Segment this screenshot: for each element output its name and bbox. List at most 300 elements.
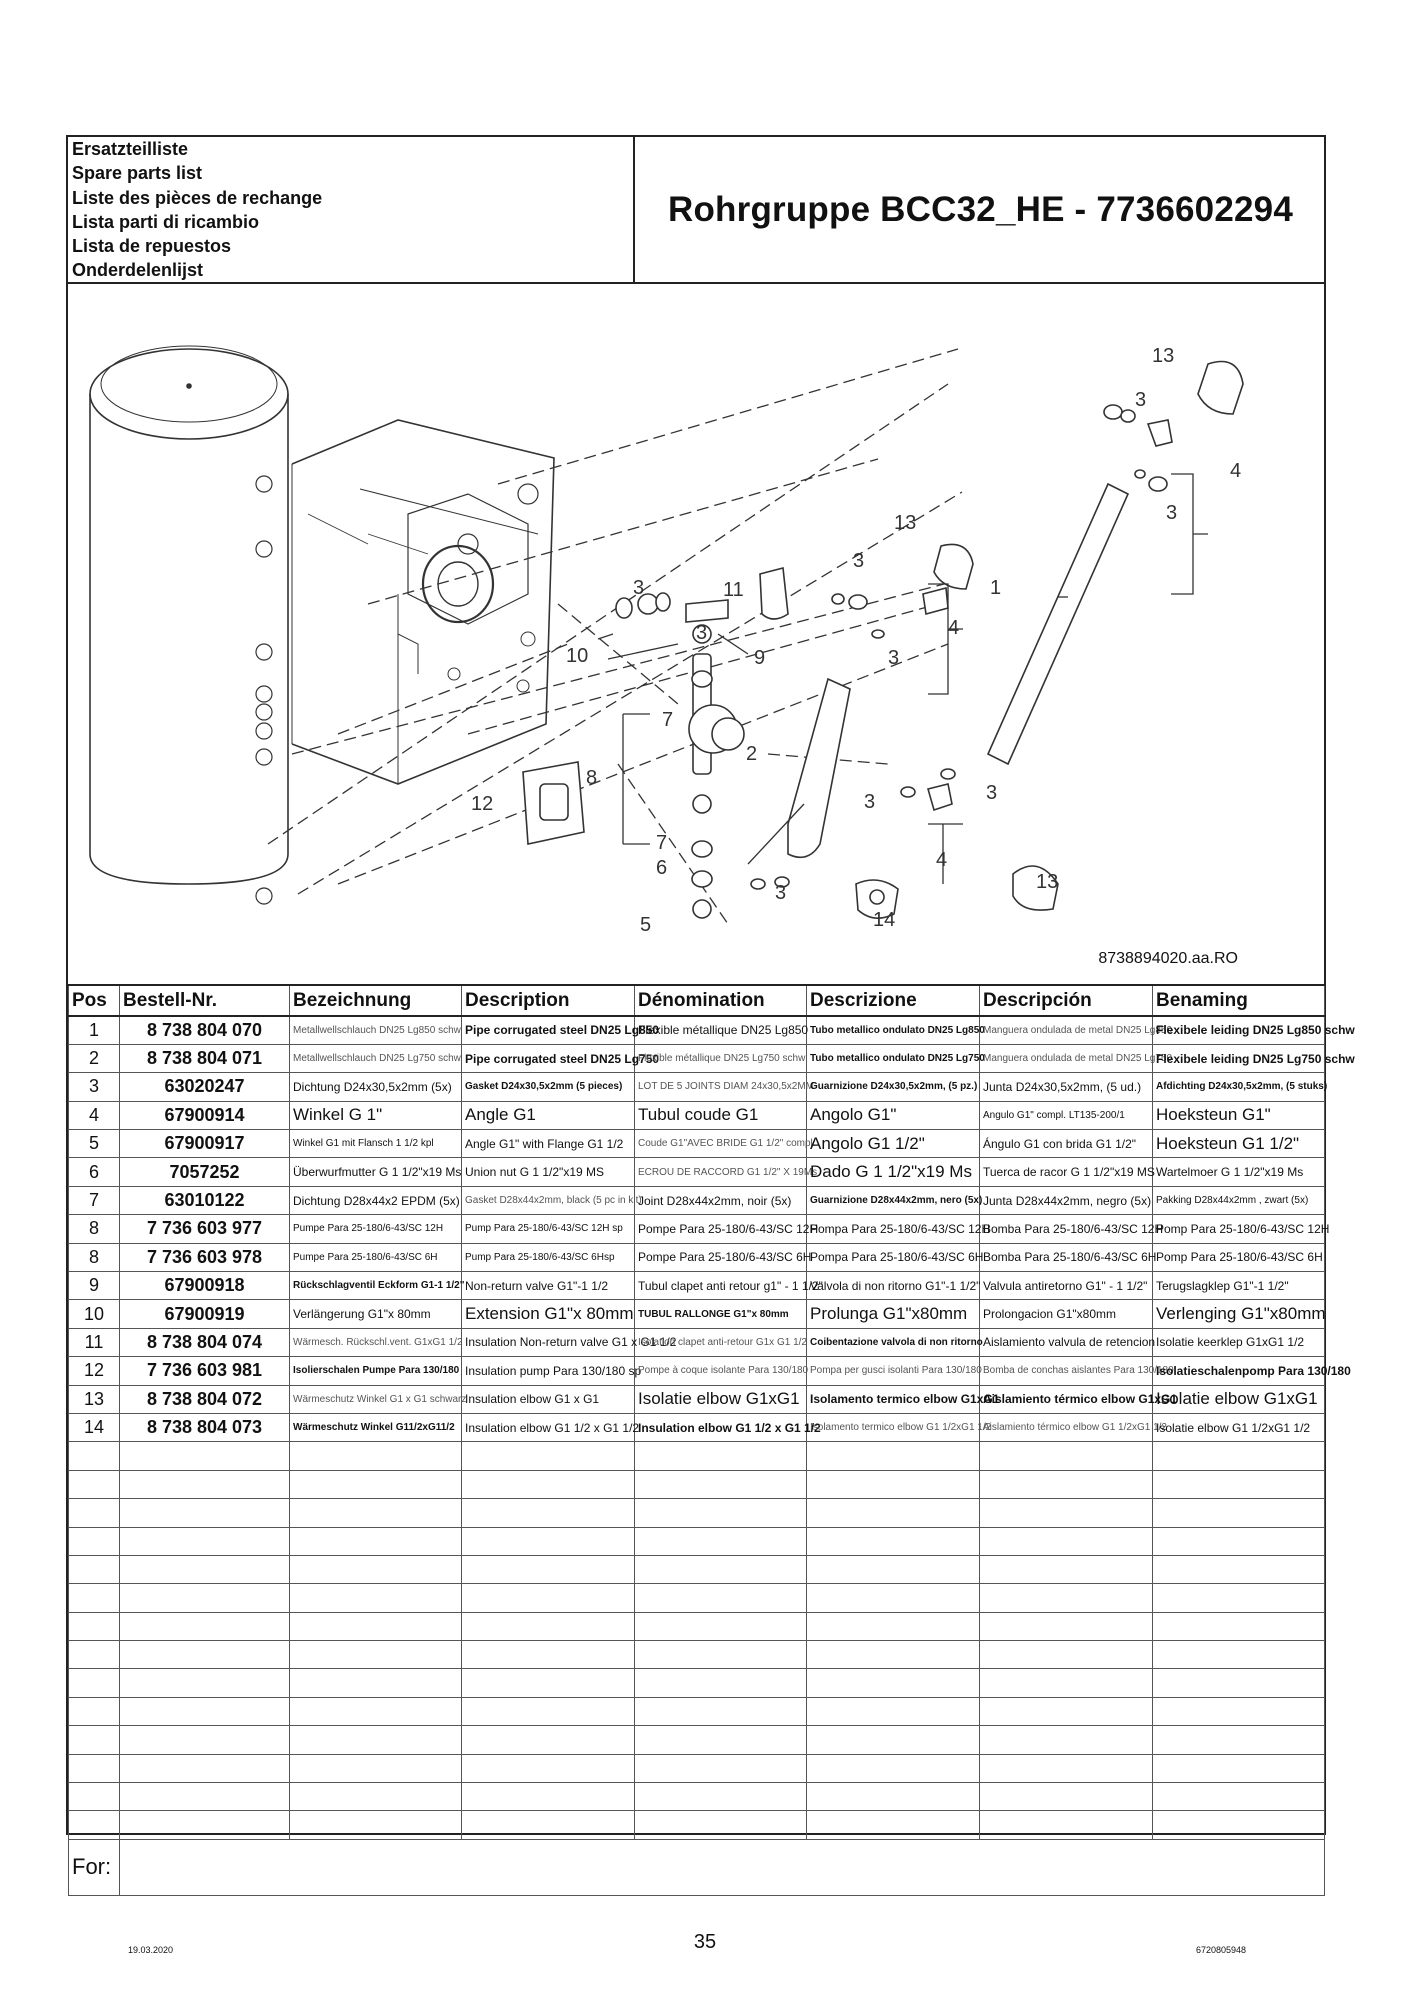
header-es: Descripción bbox=[980, 985, 1153, 1016]
callout-3-g: 3 bbox=[864, 791, 876, 813]
cell-en: Extension G1"x 80mm bbox=[462, 1300, 635, 1328]
cell-it: Prolunga G1"x80mm bbox=[807, 1300, 980, 1328]
callout-7-b: 7 bbox=[656, 832, 668, 854]
cell-nl: Hoeksteun G1" bbox=[1153, 1101, 1325, 1129]
empty-cell bbox=[290, 1555, 462, 1583]
empty-cell bbox=[462, 1527, 635, 1555]
empty-cell bbox=[120, 1726, 290, 1754]
cell-es: Angulo G1" compl. LT135-200/1 bbox=[980, 1101, 1153, 1129]
empty-cell bbox=[120, 1669, 290, 1697]
cell-it: Tubo metallico ondulato DN25 Lg850 bbox=[807, 1016, 980, 1044]
cell-it: Isolamento termico elbow G1xG1 bbox=[807, 1385, 980, 1413]
cell-nl: Flexibele leiding DN25 Lg850 schw bbox=[1153, 1016, 1325, 1044]
callout-13-mid: 13 bbox=[894, 512, 917, 534]
empty-cell bbox=[69, 1754, 120, 1782]
cell-it: Isolamento termico elbow G1 1/2xG1 1/2 bbox=[807, 1413, 980, 1441]
cell-fr: Flexible métallique DN25 Lg850 bbox=[635, 1016, 807, 1044]
callout-4-a: 4 bbox=[1230, 460, 1242, 482]
cell-en: Angle G1" with Flange G1 1/2 bbox=[462, 1130, 635, 1158]
cell-es: Bomba Para 25-180/6-43/SC 12H bbox=[980, 1215, 1153, 1243]
empty-cell bbox=[1153, 1783, 1325, 1811]
empty-cell bbox=[980, 1669, 1153, 1697]
empty-cell bbox=[290, 1754, 462, 1782]
empty-cell bbox=[1153, 1442, 1325, 1470]
empty-cell bbox=[69, 1669, 120, 1697]
cell-fr: Isolation clapet anti-retour G1x G1 1/2 bbox=[635, 1328, 807, 1356]
cell-de: Isolierschalen Pumpe Para 130/180 bbox=[290, 1357, 462, 1385]
empty-cell bbox=[290, 1584, 462, 1612]
cell-order-no: 7 736 603 981 bbox=[120, 1357, 290, 1385]
empty-cell bbox=[290, 1783, 462, 1811]
empty-cell bbox=[807, 1555, 980, 1583]
cell-de: Winkel G1 mit Flansch 1 1/2 kpl bbox=[290, 1130, 462, 1158]
empty-cell bbox=[635, 1584, 807, 1612]
cell-pos: 3 bbox=[69, 1073, 120, 1101]
empty-row bbox=[69, 1470, 1325, 1498]
cell-order-no: 8 738 804 074 bbox=[120, 1328, 290, 1356]
cell-en: Non-return valve G1"-1 1/2 bbox=[462, 1272, 635, 1300]
language-titles bbox=[68, 137, 635, 282]
cell-nl: Hoeksteun G1 1/2" bbox=[1153, 1130, 1325, 1158]
cell-fr: Flexible métallique DN25 Lg750 schw bbox=[635, 1044, 807, 1072]
empty-cell bbox=[980, 1527, 1153, 1555]
cell-it: Coibentazione valvola di non ritorno bbox=[807, 1328, 980, 1356]
empty-cell bbox=[290, 1726, 462, 1754]
cell-nl: Isolatie keerklep G1xG1 1/2 bbox=[1153, 1328, 1325, 1356]
empty-cell bbox=[1153, 1499, 1325, 1527]
cell-pos: 12 bbox=[69, 1357, 120, 1385]
header-nl: Benaming bbox=[1153, 985, 1325, 1016]
table-row bbox=[69, 1357, 1325, 1385]
empty-cell bbox=[635, 1470, 807, 1498]
title-de: Ersatzteilliste bbox=[72, 139, 189, 159]
cell-order-no: 8 738 804 073 bbox=[120, 1413, 290, 1441]
cell-en: Angle G1 bbox=[462, 1101, 635, 1129]
callout-14: 14 bbox=[873, 909, 896, 931]
cell-it: Pompa Para 25-180/6-43/SC 6H bbox=[807, 1243, 980, 1271]
cell-pos: 8 bbox=[69, 1215, 120, 1243]
empty-cell bbox=[69, 1527, 120, 1555]
cell-nl: Flexibele leiding DN25 Lg750 schw bbox=[1153, 1044, 1325, 1072]
cell-nl: Afdichting D24x30,5x2mm, (5 stuks) bbox=[1153, 1073, 1325, 1101]
empty-cell bbox=[1153, 1754, 1325, 1782]
callout-13-top: 13 bbox=[1152, 345, 1175, 367]
empty-cell bbox=[69, 1811, 120, 1839]
empty-cell bbox=[69, 1555, 120, 1583]
empty-cell bbox=[1153, 1726, 1325, 1754]
callout-10: 10 bbox=[566, 645, 589, 667]
cell-de: Wärmesch. Rückschl.vent. G1xG1 1/2 bbox=[290, 1328, 462, 1356]
empty-cell bbox=[807, 1783, 980, 1811]
empty-cell bbox=[1153, 1811, 1325, 1839]
cell-pos: 8 bbox=[69, 1243, 120, 1271]
table-header-row bbox=[69, 985, 1325, 1016]
empty-cell bbox=[120, 1754, 290, 1782]
empty-cell bbox=[635, 1811, 807, 1839]
table-row bbox=[69, 1413, 1325, 1441]
cell-en: Gasket D24x30,5x2mm (5 pieces) bbox=[462, 1073, 635, 1101]
header-it: Descrizione bbox=[807, 985, 980, 1016]
empty-cell bbox=[635, 1527, 807, 1555]
empty-cell bbox=[980, 1697, 1153, 1725]
empty-row bbox=[69, 1754, 1325, 1782]
table-row bbox=[69, 1215, 1325, 1243]
empty-cell bbox=[120, 1470, 290, 1498]
empty-cell bbox=[807, 1811, 980, 1839]
empty-row bbox=[69, 1527, 1325, 1555]
empty-cell bbox=[120, 1499, 290, 1527]
empty-cell bbox=[120, 1612, 290, 1640]
callout-7-a: 7 bbox=[662, 709, 674, 731]
header-en: Description bbox=[462, 985, 635, 1016]
empty-cell bbox=[462, 1697, 635, 1725]
cell-order-no: 7057252 bbox=[120, 1158, 290, 1186]
callout-12: 12 bbox=[471, 793, 494, 815]
callout-3-a: 3 bbox=[1135, 389, 1147, 411]
cell-nl: Pomp Para 25-180/6-43/SC 6H bbox=[1153, 1243, 1325, 1271]
cell-es: Manguera ondulada de metal DN25 Lg850 bbox=[980, 1016, 1153, 1044]
cell-en: Pump Para 25-180/6-43/SC 6Hsp bbox=[462, 1243, 635, 1271]
cell-fr: Isolatie elbow G1xG1 bbox=[635, 1385, 807, 1413]
empty-cell bbox=[635, 1641, 807, 1669]
empty-row bbox=[69, 1555, 1325, 1583]
table-row bbox=[69, 1016, 1325, 1044]
table-row bbox=[69, 1243, 1325, 1271]
empty-cell bbox=[635, 1783, 807, 1811]
cell-order-no: 8 738 804 072 bbox=[120, 1385, 290, 1413]
callout-9: 9 bbox=[754, 647, 766, 669]
cell-de: Winkel G 1" bbox=[290, 1101, 462, 1129]
cell-es: Bomba de conchas aislantes Para 130/180 bbox=[980, 1357, 1153, 1385]
empty-cell bbox=[462, 1612, 635, 1640]
empty-cell bbox=[462, 1584, 635, 1612]
empty-row bbox=[69, 1783, 1325, 1811]
callout-13-bottom: 13 bbox=[1036, 871, 1059, 893]
callout-3-h: 3 bbox=[986, 782, 998, 804]
cell-order-no: 8 738 804 070 bbox=[120, 1016, 290, 1044]
parts-table bbox=[68, 984, 1355, 1896]
empty-cell bbox=[980, 1584, 1153, 1612]
table-row bbox=[69, 1044, 1325, 1072]
cell-en: Insulation elbow G1 1/2 x G1 1/2 bbox=[462, 1413, 635, 1441]
empty-cell bbox=[462, 1555, 635, 1583]
cell-it: Guarnizione D28x44x2mm, nero (5x) bbox=[807, 1186, 980, 1214]
empty-cell bbox=[120, 1442, 290, 1470]
cell-pos: 4 bbox=[69, 1101, 120, 1129]
empty-cell bbox=[807, 1641, 980, 1669]
empty-cell bbox=[462, 1754, 635, 1782]
empty-cell bbox=[290, 1470, 462, 1498]
cell-nl: Isolatie elbow G1xG1 bbox=[1153, 1385, 1325, 1413]
empty-cell bbox=[807, 1697, 980, 1725]
empty-cell bbox=[462, 1442, 635, 1470]
empty-cell bbox=[462, 1470, 635, 1498]
table-row bbox=[69, 1101, 1325, 1129]
cell-en: Insulation pump Para 130/180 sp bbox=[462, 1357, 635, 1385]
cell-de: Pumpe Para 25-180/6-43/SC 6H bbox=[290, 1243, 462, 1271]
callout-5: 5 bbox=[640, 914, 652, 936]
empty-cell bbox=[290, 1641, 462, 1669]
cell-it: Guarnizione D24x30,5x2mm, (5 pz.) bbox=[807, 1073, 980, 1101]
empty-cell bbox=[980, 1726, 1153, 1754]
empty-cell bbox=[69, 1783, 120, 1811]
empty-cell bbox=[462, 1499, 635, 1527]
table-row bbox=[69, 1300, 1325, 1328]
cell-order-no: 63010122 bbox=[120, 1186, 290, 1214]
cell-fr: Tubul clapet anti retour g1" - 1 1/2" bbox=[635, 1272, 807, 1300]
empty-cell bbox=[69, 1612, 120, 1640]
empty-cell bbox=[120, 1811, 290, 1839]
cell-nl: Verlenging G1"x80mm bbox=[1153, 1300, 1325, 1328]
cell-pos: 14 bbox=[69, 1413, 120, 1441]
cell-it: Pompa per gusci isolanti Para 130/180 bbox=[807, 1357, 980, 1385]
cell-order-no: 67900914 bbox=[120, 1101, 290, 1129]
empty-cell bbox=[635, 1726, 807, 1754]
empty-cell bbox=[69, 1641, 120, 1669]
empty-cell bbox=[807, 1612, 980, 1640]
callout-3-c: 3 bbox=[853, 550, 865, 572]
exploded-view-diagram bbox=[68, 284, 1324, 984]
cell-it: Pompa Para 25-180/6-43/SC 12H bbox=[807, 1215, 980, 1243]
page-number: 35 bbox=[693, 1931, 717, 1953]
cell-en: Pipe corrugated steel DN25 Lg850 bbox=[462, 1016, 635, 1044]
cell-de: Metallwellschlauch DN25 Lg750 schw bbox=[290, 1044, 462, 1072]
empty-cell bbox=[290, 1499, 462, 1527]
empty-cell bbox=[980, 1754, 1153, 1782]
empty-cell bbox=[980, 1783, 1153, 1811]
empty-cell bbox=[980, 1555, 1153, 1583]
empty-cell bbox=[807, 1754, 980, 1782]
cell-de: Wärmeschutz Winkel G11/2xG11/2 bbox=[290, 1413, 462, 1441]
empty-cell bbox=[807, 1584, 980, 1612]
table-row bbox=[69, 1158, 1325, 1186]
empty-cell bbox=[1153, 1669, 1325, 1697]
cell-en: Gasket D28x44x2mm, black (5 pc in kit) bbox=[462, 1186, 635, 1214]
empty-cell bbox=[120, 1697, 290, 1725]
callout-3-i: 3 bbox=[775, 882, 787, 904]
callout-8: 8 bbox=[586, 767, 598, 789]
empty-cell bbox=[120, 1783, 290, 1811]
cell-es: Prolongacion G1"x80mm bbox=[980, 1300, 1153, 1328]
cell-es: Aislamiento térmico elbow G1 1/2xG1 1/2 bbox=[980, 1413, 1153, 1441]
cell-order-no: 67900918 bbox=[120, 1272, 290, 1300]
empty-row bbox=[69, 1584, 1325, 1612]
empty-row bbox=[69, 1726, 1325, 1754]
empty-cell bbox=[69, 1442, 120, 1470]
cell-fr: Tubul coude G1 bbox=[635, 1101, 807, 1129]
cell-fr: LOT DE 5 JOINTS DIAM 24x30,5x2MM bbox=[635, 1073, 807, 1101]
empty-cell bbox=[462, 1726, 635, 1754]
empty-cell bbox=[69, 1726, 120, 1754]
cell-order-no: 7 736 603 978 bbox=[120, 1243, 290, 1271]
cell-nl: Pakking D28x44x2mm , zwart (5x) bbox=[1153, 1186, 1325, 1214]
empty-cell bbox=[120, 1555, 290, 1583]
header-order-no: Bestell-Nr. bbox=[120, 985, 290, 1016]
empty-row bbox=[69, 1499, 1325, 1527]
for-label: For: bbox=[69, 1839, 120, 1895]
cell-pos: 5 bbox=[69, 1130, 120, 1158]
footer-date: 19.03.2020 bbox=[128, 1945, 174, 1955]
table-row bbox=[69, 1186, 1325, 1214]
footer-doc-code: 6720805948 bbox=[1196, 1945, 1247, 1955]
empty-cell bbox=[1153, 1527, 1325, 1555]
title-en: Spare parts list bbox=[72, 163, 203, 184]
empty-cell bbox=[980, 1499, 1153, 1527]
cell-fr: Coude G1"AVEC BRIDE G1 1/2" compl. bbox=[635, 1130, 807, 1158]
empty-cell bbox=[69, 1584, 120, 1612]
cell-nl: Isolatieschalenpomp Para 130/180 bbox=[1153, 1357, 1325, 1385]
empty-cell bbox=[290, 1697, 462, 1725]
drawing-code: 8738894020.aa.RO bbox=[1098, 950, 1238, 967]
empty-row bbox=[69, 1811, 1325, 1839]
callout-6: 6 bbox=[656, 857, 668, 879]
empty-cell bbox=[635, 1555, 807, 1583]
cell-order-no: 7 736 603 977 bbox=[120, 1215, 290, 1243]
cell-pos: 7 bbox=[69, 1186, 120, 1214]
cell-es: Ángulo G1 con brida G1 1/2" bbox=[980, 1130, 1153, 1158]
cell-pos: 9 bbox=[69, 1272, 120, 1300]
empty-cell bbox=[462, 1669, 635, 1697]
cell-es: Tuerca de racor G 1 1/2"x19 MS bbox=[980, 1158, 1153, 1186]
empty-cell bbox=[120, 1641, 290, 1669]
empty-cell bbox=[980, 1470, 1153, 1498]
cell-order-no: 63020247 bbox=[120, 1073, 290, 1101]
empty-cell bbox=[1153, 1555, 1325, 1583]
cell-order-no: 67900919 bbox=[120, 1300, 290, 1328]
header-pos: Pos bbox=[69, 985, 120, 1016]
cell-de: Verlängerung G1"x 80mm bbox=[290, 1300, 462, 1328]
empty-cell bbox=[1153, 1584, 1325, 1612]
cell-es: Junta D24x30,5x2mm, (5 ud.) bbox=[980, 1073, 1153, 1101]
callout-4-b: 4 bbox=[948, 617, 960, 639]
empty-row bbox=[69, 1669, 1325, 1697]
cell-en: Union nut G 1 1/2"x19 MS bbox=[462, 1158, 635, 1186]
empty-cell bbox=[1153, 1641, 1325, 1669]
empty-cell bbox=[807, 1499, 980, 1527]
cell-es: Aislamiento valvula de retencion bbox=[980, 1328, 1153, 1356]
cell-it: Angolo G1" bbox=[807, 1101, 980, 1129]
empty-cell bbox=[290, 1669, 462, 1697]
empty-cell bbox=[69, 1470, 120, 1498]
cell-pos: 13 bbox=[69, 1385, 120, 1413]
header-fr: Dénomination bbox=[635, 985, 807, 1016]
cell-pos: 11 bbox=[69, 1328, 120, 1356]
cell-de: Dichtung D24x30,5x2mm (5x) bbox=[290, 1073, 462, 1101]
empty-cell bbox=[635, 1697, 807, 1725]
empty-cell bbox=[120, 1584, 290, 1612]
for-row bbox=[69, 1839, 1325, 1895]
cell-pos: 6 bbox=[69, 1158, 120, 1186]
empty-cell bbox=[290, 1442, 462, 1470]
empty-cell bbox=[290, 1811, 462, 1839]
empty-row bbox=[69, 1612, 1325, 1640]
cell-pos: 1 bbox=[69, 1016, 120, 1044]
title-it: Lista parti di ricambio bbox=[72, 211, 260, 232]
cell-es: Aislamiento térmico elbow G1xG1 bbox=[980, 1385, 1153, 1413]
cell-de: Wärmeschutz Winkel G1 x G1 schwarz bbox=[290, 1385, 462, 1413]
cell-de: Metallwellschlauch DN25 Lg850 schw bbox=[290, 1016, 462, 1044]
cell-nl: Wartelmoer G 1 1/2"x19 Ms bbox=[1153, 1158, 1325, 1186]
cell-es: Manguera ondulada de metal DN25 Lg750 bbox=[980, 1044, 1153, 1072]
table-row bbox=[69, 1073, 1325, 1101]
empty-cell bbox=[462, 1641, 635, 1669]
empty-cell bbox=[980, 1612, 1153, 1640]
empty-cell bbox=[807, 1669, 980, 1697]
cell-nl: Isolatie elbow G1 1/2xG1 1/2 bbox=[1153, 1413, 1325, 1441]
cell-it: Tubo metallico ondulato DN25 Lg750 bbox=[807, 1044, 980, 1072]
exploded-view-drawing bbox=[68, 284, 1324, 984]
cell-fr: Pompe à coque isolante Para 130/180 bbox=[635, 1357, 807, 1385]
table-row bbox=[69, 1328, 1325, 1356]
empty-cell bbox=[1153, 1470, 1325, 1498]
cell-pos: 10 bbox=[69, 1300, 120, 1328]
title-fr: Liste des pièces de rechange bbox=[72, 187, 323, 208]
empty-cell bbox=[290, 1527, 462, 1555]
cell-it: Dado G 1 1/2"x19 Ms bbox=[807, 1158, 980, 1186]
cell-en: Pipe corrugated steel DN25 Lg750 bbox=[462, 1044, 635, 1072]
empty-cell bbox=[807, 1726, 980, 1754]
empty-cell bbox=[635, 1669, 807, 1697]
cell-es: Junta D28x44x2mm, negro (5x) bbox=[980, 1186, 1153, 1214]
cell-de: Dichtung D28x44x2 EPDM (5x) bbox=[290, 1186, 462, 1214]
callout-3-f: 3 bbox=[696, 622, 708, 644]
cell-fr: Joint D28x44x2mm, noir (5x) bbox=[635, 1186, 807, 1214]
empty-row bbox=[69, 1442, 1325, 1470]
table-row bbox=[69, 1385, 1325, 1413]
empty-cell bbox=[807, 1470, 980, 1498]
empty-cell bbox=[807, 1527, 980, 1555]
parts-sheet bbox=[66, 135, 1355, 1880]
empty-cell bbox=[120, 1527, 290, 1555]
empty-row bbox=[69, 1697, 1325, 1725]
cell-en: Insulation elbow G1 x G1 bbox=[462, 1385, 635, 1413]
empty-cell bbox=[69, 1499, 120, 1527]
empty-cell bbox=[462, 1783, 635, 1811]
cell-es: Valvula antiretorno G1" - 1 1/2" bbox=[980, 1272, 1153, 1300]
cell-en: Insulation Non-return valve G1 x G1 1/2 bbox=[462, 1328, 635, 1356]
cell-en: Pump Para 25-180/6-43/SC 12H sp bbox=[462, 1215, 635, 1243]
callout-2: 2 bbox=[746, 743, 758, 765]
empty-cell bbox=[635, 1442, 807, 1470]
sheet-header bbox=[68, 137, 1324, 284]
cell-es: Bomba Para 25-180/6-43/SC 6H bbox=[980, 1243, 1153, 1271]
empty-cell bbox=[1153, 1612, 1325, 1640]
table-row bbox=[69, 1130, 1325, 1158]
cell-fr: Insulation elbow G1 1/2 x G1 1/2 bbox=[635, 1413, 807, 1441]
empty-cell bbox=[69, 1697, 120, 1725]
cell-order-no: 8 738 804 071 bbox=[120, 1044, 290, 1072]
empty-cell bbox=[462, 1811, 635, 1839]
header-de: Bezeichnung bbox=[290, 985, 462, 1016]
cell-de: Pumpe Para 25-180/6-43/SC 12H bbox=[290, 1215, 462, 1243]
callout-3-b: 3 bbox=[1166, 502, 1178, 524]
empty-cell bbox=[290, 1612, 462, 1640]
cell-nl: Pomp Para 25-180/6-43/SC 12H bbox=[1153, 1215, 1325, 1243]
cell-it: Valvola di non ritorno G1"-1 1/2" bbox=[807, 1272, 980, 1300]
for-field[interactable] bbox=[120, 1839, 1325, 1895]
empty-cell bbox=[980, 1442, 1153, 1470]
callout-3-e: 3 bbox=[633, 577, 645, 599]
cell-de: Überwurfmutter G 1 1/2"x19 Ms bbox=[290, 1158, 462, 1186]
cell-fr: ECROU DE RACCORD G1 1/2" X 19Ms bbox=[635, 1158, 807, 1186]
cell-de: Rückschlagventil Eckform G1-1 1/2" bbox=[290, 1272, 462, 1300]
document-title: Rohrgruppe BCC32_HE - 7736602294 bbox=[668, 189, 1293, 229]
table-row bbox=[69, 1272, 1325, 1300]
empty-cell bbox=[635, 1499, 807, 1527]
cell-nl: Terugslagklep G1"-1 1/2" bbox=[1153, 1272, 1325, 1300]
cell-pos: 2 bbox=[69, 1044, 120, 1072]
empty-cell bbox=[807, 1442, 980, 1470]
